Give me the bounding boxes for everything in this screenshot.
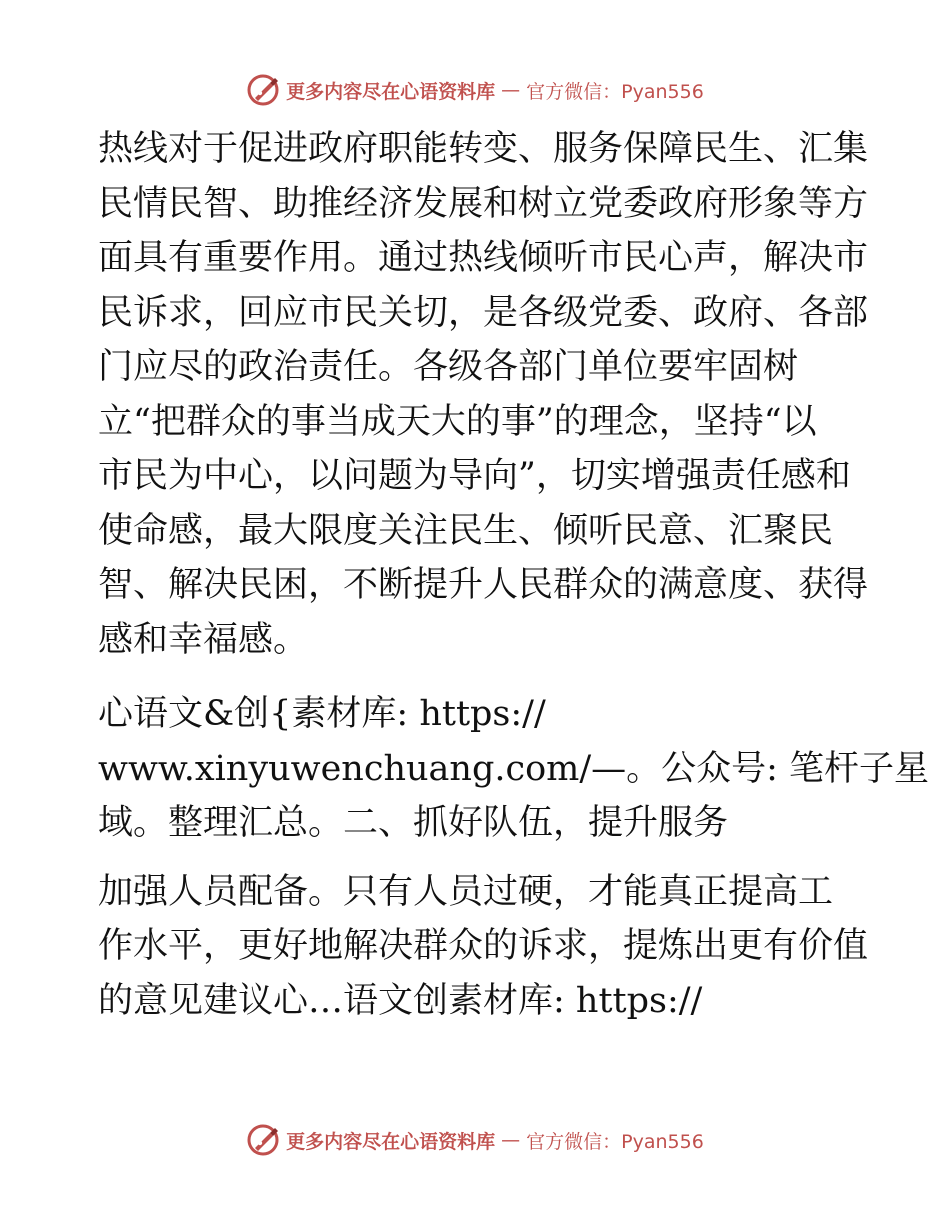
text-line: 作水平，更好地解决群众的诉求，提炼出更有价值 [98, 926, 869, 966]
banner-wechat-text: 官方微信：Pyan556 [526, 80, 704, 103]
text-line: 热线对于促进政府职能转变、服务保障民生、汇集 [98, 129, 869, 169]
paragraph-hotline [98, 122, 869, 667]
text-line: 使命感，最大限度关注民生、倾听民意、汇聚民 [98, 510, 834, 551]
text-line: 域。整理汇总。二、抓好队伍，提升服务 [98, 803, 729, 843]
pen-nib-logo-icon [246, 1123, 280, 1157]
header-banner-content [246, 73, 704, 107]
text-line: 面具有重要作用。通过热线倾听市民心声，解决市 [98, 238, 869, 278]
text-line: 智、解决民困，不断提升人民群众的满意度、获得 [98, 565, 869, 605]
banner-main-text: 更多内容尽在心语资料库 [286, 80, 496, 103]
text-line: 门应尽的政治责任。各级各部门单位要牢固树 [98, 347, 799, 387]
paragraph-staffing [98, 865, 869, 1029]
text-line: 心语文&创{素材库: https:// [98, 694, 546, 734]
document-body [98, 122, 930, 1028]
text-line: 加强人员配备。只有人员过硬，才能真正提高工 [98, 871, 834, 912]
paragraph-source-note [98, 687, 930, 851]
pen-nib-logo-icon [246, 73, 280, 107]
banner-main-text: 更多内容尽在心语资料库 [286, 1130, 496, 1153]
header-banner [0, 70, 950, 110]
footer-banner [0, 1120, 950, 1160]
banner-dash: — [501, 79, 521, 101]
banner-wechat-text: 官方微信：Pyan556 [526, 1130, 704, 1153]
text-line: 立“把群众的事当成天大的事”的理念，坚持“以 [98, 401, 817, 442]
footer-banner-content [246, 1123, 704, 1157]
text-line: www.xinyuwenchuang.com/—。公众号: 笔杆子星 [98, 748, 930, 789]
text-line: 的意见建议心…语文创素材库: https:// [98, 980, 703, 1021]
banner-dash: — [501, 1129, 521, 1151]
text-line: 民诉求，回应市民关切，是各级党委、政府、各部 [98, 292, 869, 333]
text-line: 感和幸福感。 [98, 619, 309, 660]
text-line: 民情民智、助推经济发展和树立党委政府形象等方 [98, 183, 869, 224]
text-line: 市民为中心，以问题为导向”，切实增强责任感和 [98, 456, 851, 496]
